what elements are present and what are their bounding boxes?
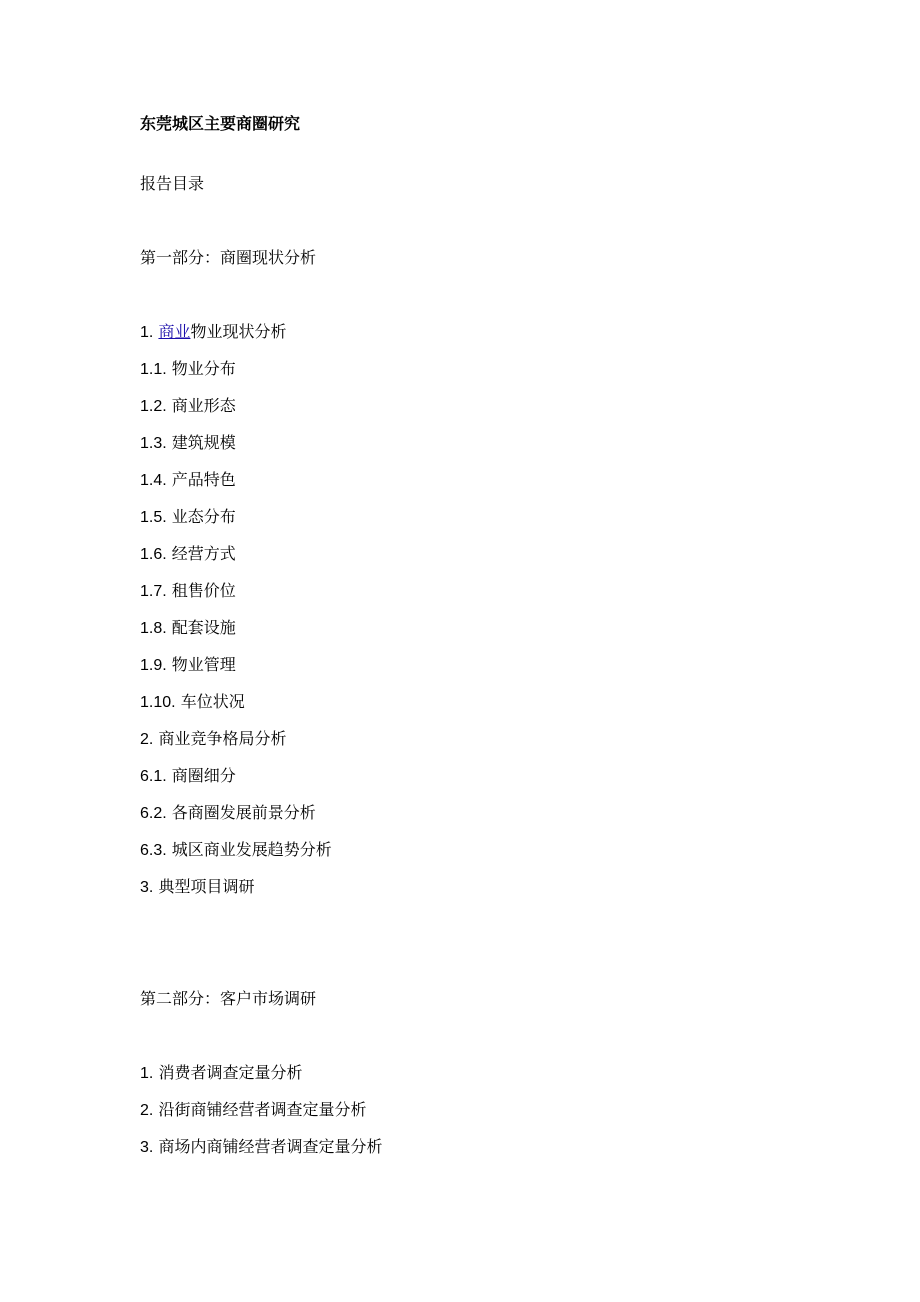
toc-item — [140, 581, 236, 602]
toc-item-text: 商业形态 — [171, 396, 236, 415]
toc-item-number: 1.10. — [140, 694, 176, 711]
toc-item-text: 商场内商铺经营者调查定量分析 — [158, 1137, 383, 1156]
report-toc-label: 报告目录 — [140, 174, 205, 193]
toc-item-text: 商业竞争格局分析 — [158, 729, 287, 748]
toc-item-number: 1.6. — [140, 546, 167, 563]
toc-item-text: 配套设施 — [171, 618, 236, 637]
toc-item-number: 3. — [140, 1139, 154, 1156]
toc-item-text: 典型项目调研 — [158, 877, 255, 896]
toc-item-1 — [140, 322, 286, 343]
toc-item-text: 物业管理 — [171, 655, 236, 674]
toc-item-number: 6.2. — [140, 805, 167, 822]
toc-item — [140, 507, 236, 528]
toc-item-text: 消费者调查定量分析 — [158, 1063, 303, 1082]
part1-heading: 第一部分：商圈现状分析 — [140, 248, 317, 267]
toc-item — [140, 470, 236, 491]
toc-item — [140, 803, 316, 824]
toc-item-number: 1.8. — [140, 620, 167, 637]
toc-item-text: 经营方式 — [171, 544, 236, 563]
toc-item-text: 城区商业发展趋势分析 — [171, 840, 332, 859]
toc-item-number: 1. — [140, 1065, 154, 1082]
toc-item-text: 业态分布 — [171, 507, 236, 526]
document-title: 东莞城区主要商圈研究 — [140, 114, 301, 133]
toc-item-number: 1.4. — [140, 472, 167, 489]
toc-item-number: 6.1. — [140, 768, 167, 785]
toc-item-number: 1.3. — [140, 435, 167, 452]
toc-item — [140, 655, 236, 676]
toc-item-number: 3. — [140, 879, 154, 896]
toc-item-number: 2. — [140, 731, 154, 748]
toc-item-text: 租售价位 — [171, 581, 236, 600]
toc-item — [140, 729, 286, 750]
toc-item-text: 各商圈发展前景分析 — [171, 803, 316, 822]
toc-item — [140, 877, 254, 898]
toc-item — [140, 1100, 366, 1121]
toc-item-number: 1.1. — [140, 361, 167, 378]
part2-heading: 第二部分：客户市场调研 — [140, 989, 317, 1008]
toc-item-text: 产品特色 — [171, 470, 236, 489]
commerce-link[interactable]: 商业 — [158, 322, 191, 341]
toc-item — [140, 1137, 382, 1158]
toc-item-text: 商圈细分 — [171, 766, 236, 785]
toc-item — [140, 396, 236, 417]
toc-item-number: 2. — [140, 1102, 154, 1119]
toc-item-text: 车位状况 — [180, 692, 245, 711]
toc-item-text: 物业分布 — [171, 359, 236, 378]
toc-item — [140, 359, 236, 380]
toc-item — [140, 544, 236, 565]
toc-item-text: 建筑规模 — [171, 433, 236, 452]
toc-item — [140, 1063, 302, 1084]
toc-item-text: 沿街商铺经营者调查定量分析 — [158, 1100, 367, 1119]
toc-item-number: 1.7. — [140, 583, 167, 600]
toc-item-number: 1.2. — [140, 398, 167, 415]
toc-item — [140, 840, 332, 861]
toc-item — [140, 692, 245, 713]
toc-item-number: 6.3. — [140, 842, 167, 859]
toc-item — [140, 618, 236, 639]
toc-item — [140, 766, 236, 787]
toc-item — [140, 433, 236, 454]
toc-item-number: 1.9. — [140, 657, 167, 674]
toc-item-number: 1. — [140, 324, 154, 341]
toc-item-text: 物业现状分析 — [190, 322, 287, 341]
toc-item-number: 1.5. — [140, 509, 167, 526]
